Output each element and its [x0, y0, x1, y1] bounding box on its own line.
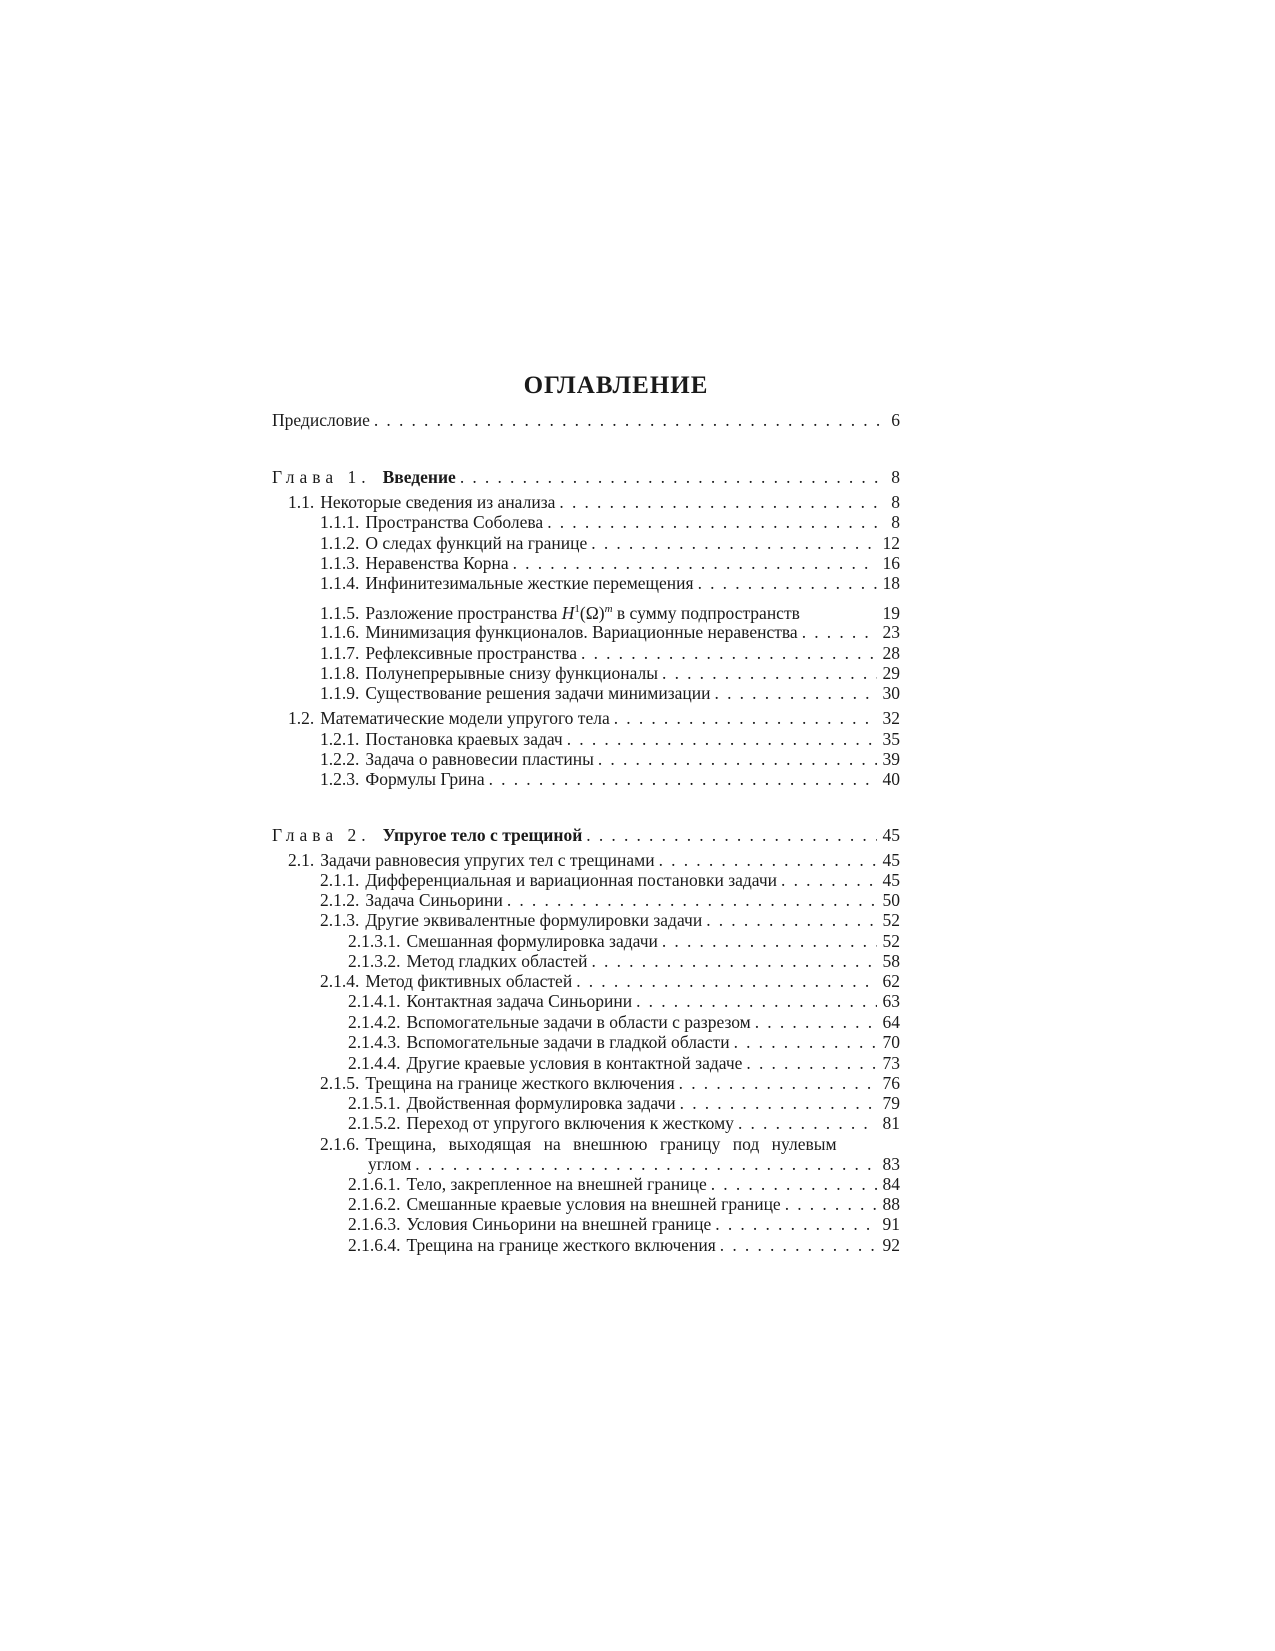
toc-entry-label: Инфинитезимальные жесткие перемещения — [365, 573, 694, 593]
toc-entry-label: Двойственная формулировка задачи — [406, 1093, 676, 1113]
chapter-title: Введение — [382, 467, 456, 487]
toc-entry-number: 2.1.4.4. — [348, 1053, 401, 1073]
toc-entry[interactable] — [348, 1112, 900, 1134]
chapter-title: Упругое тело с трещиной — [382, 825, 583, 845]
toc-entry-label-cont: углом — [368, 1154, 412, 1174]
dot-leader — [746, 1052, 876, 1074]
toc-entry-page: 50 — [882, 890, 900, 910]
toc-entry-number: 1.1.6. — [320, 622, 360, 642]
chapter-word: Глава 2. — [272, 825, 371, 845]
toc-entry-label: Трещина, выходящая на внешнюю границу под нулевым — [365, 1134, 837, 1154]
toc-entry-page: 79 — [882, 1093, 900, 1113]
dot-leader — [559, 491, 885, 513]
toc-entry-continuation[interactable] — [368, 1153, 900, 1175]
dot-leader — [706, 909, 876, 931]
toc-entry-number: 1.1.7. — [320, 643, 360, 663]
dot-leader — [738, 1112, 877, 1134]
toc-entry[interactable] — [320, 532, 900, 554]
dot-leader — [513, 552, 877, 574]
toc-entry-page: 58 — [882, 951, 900, 971]
toc-entry-number: 1.1.4. — [320, 573, 360, 593]
toc-entry-label: Задача Синьорини — [365, 890, 503, 910]
dot-leader — [576, 970, 876, 992]
toc-entry-label: Существование решения задачи минимизации — [365, 683, 711, 703]
toc-entry-number: 2.1. — [288, 850, 315, 870]
dot-leader — [598, 748, 877, 770]
toc-entry[interactable] — [320, 970, 900, 992]
toc-entry[interactable] — [348, 1173, 900, 1195]
toc-entry-page: 64 — [882, 1012, 900, 1032]
toc-entry[interactable] — [348, 1052, 900, 1074]
dot-leader — [698, 572, 877, 594]
toc-entry-label: Дифференциальная и вариационная постановки задачи — [365, 870, 778, 890]
dot-leader — [662, 662, 876, 684]
toc-entry-label: Математические модели упругого тела — [320, 708, 610, 728]
dot-leader — [755, 1011, 877, 1033]
toc-entry-label: Трещина на границе жесткого включения — [365, 1073, 675, 1093]
toc-entry-page: 39 — [882, 749, 900, 769]
toc-entry-page: 12 — [882, 533, 900, 553]
chapter-word: Глава 1. — [272, 467, 371, 487]
dot-leader — [614, 707, 877, 729]
dot-leader — [415, 1153, 876, 1175]
toc-entry-label: Контактная задача Синьорини — [406, 991, 633, 1011]
toc-entry-page: 45 — [882, 870, 900, 890]
toc-entry-number: 1.1.9. — [320, 683, 360, 703]
toc-entry[interactable] — [288, 491, 900, 513]
toc-entry-page: 29 — [882, 663, 900, 683]
toc-entry-number: 2.1.3. — [320, 910, 360, 930]
toc-entry-number: 2.1.6.2. — [348, 1194, 401, 1214]
toc-entry-label: Другие эквивалентные формулировки задачи — [365, 910, 703, 930]
toc-entry-number: 2.1.2. — [320, 890, 360, 910]
toc-entry-number: 1.1.8. — [320, 663, 360, 683]
toc-entry-page: 52 — [882, 910, 900, 930]
toc-entry-number: 1.2.2. — [320, 749, 360, 769]
toc-entry-page: 70 — [882, 1032, 900, 1052]
toc-entry-label: Минимизация функционалов. Вариационные неравенства — [365, 622, 798, 642]
dot-leader — [711, 1173, 877, 1195]
toc-entry-number: 2.1.5.2. — [348, 1113, 401, 1133]
toc-entry-label: Вспомогательные задачи в гладкой области — [406, 1032, 730, 1052]
toc-entry-page: 92 — [882, 1235, 900, 1255]
toc-entry-label: Вспомогательные задачи в области с разрезом — [406, 1012, 751, 1032]
toc-entry-number: 1.1.3. — [320, 553, 360, 573]
toc-entry[interactable] — [348, 930, 900, 952]
toc-entry-page: 62 — [882, 971, 900, 991]
toc-entry[interactable] — [348, 1031, 900, 1053]
toc-entry-page: 45 — [882, 850, 900, 870]
toc-entry-label: Тело, закрепленное на внешней границе — [406, 1174, 707, 1194]
toc-entry-page: 35 — [882, 729, 900, 749]
toc-entry[interactable] — [320, 682, 900, 704]
dot-leader — [802, 621, 877, 643]
dot-leader — [581, 642, 876, 664]
toc-entry-number: 1.1.5. — [320, 602, 360, 623]
toc-entry-page: 8 — [891, 512, 900, 532]
dot-leader — [586, 824, 876, 846]
toc-entry-number: 2.1.3.2. — [348, 951, 401, 971]
dot-leader — [507, 889, 877, 911]
toc-entry-label: Метод гладких областей — [406, 951, 588, 971]
toc-entry[interactable] — [320, 621, 900, 643]
toc-entry-number: 1.2.3. — [320, 769, 360, 789]
toc-entry-page: 45 — [882, 825, 900, 845]
toc-entry[interactable] — [320, 889, 900, 911]
dot-leader — [679, 1072, 877, 1094]
toc-entry-page: 91 — [882, 1214, 900, 1234]
toc-entry[interactable] — [288, 849, 900, 871]
toc-entry-page: 83 — [882, 1154, 900, 1174]
toc-entry-number: 2.1.6.3. — [348, 1214, 401, 1234]
toc-entry-number: 1.1.1. — [320, 512, 360, 532]
toc-entry-label: Постановка краевых задач — [365, 729, 563, 749]
toc-entry-label: Некоторые сведения из анализа — [320, 492, 556, 512]
toc-entry[interactable] — [348, 1234, 900, 1256]
toc-entry-label: Трещина на границе жесткого включения — [406, 1235, 716, 1255]
toc-entry-number: 2.1.1. — [320, 870, 360, 890]
page-title: ОГЛАВЛЕНИЕ — [523, 372, 709, 399]
toc-entry-label: О следах функций на границе — [365, 533, 588, 553]
dot-leader — [592, 950, 877, 972]
dot-leader — [659, 849, 877, 871]
dot-leader — [374, 409, 884, 431]
toc-entry-page: 73 — [882, 1053, 900, 1073]
dot-leader — [715, 1213, 876, 1235]
toc-entry-label: Полунепрерывные снизу функционалы — [365, 663, 659, 683]
toc-entry-page: 84 — [882, 1174, 900, 1194]
toc-entry[interactable] — [320, 748, 900, 770]
toc-entry-label: Пространства Соболева — [365, 512, 544, 532]
dot-leader — [636, 990, 876, 1012]
toc-entry-page: 8 — [891, 467, 900, 487]
toc-entry-number: 2.1.6.4. — [348, 1235, 401, 1255]
toc-entry-number: 2.1.5.1. — [348, 1093, 401, 1113]
toc-entry-page: 6 — [891, 410, 900, 430]
dot-leader — [715, 682, 877, 704]
dot-leader — [460, 466, 885, 488]
toc-entry-label: Условия Синьорини на внешней границе — [406, 1214, 712, 1234]
toc-entry-page: 52 — [882, 931, 900, 951]
toc-entry[interactable] — [320, 552, 900, 574]
toc-entry[interactable] — [320, 511, 900, 533]
toc-entry-page: 19 — [882, 602, 900, 623]
toc-entry-number: 2.1.4.3. — [348, 1032, 401, 1052]
toc-entry-page: 28 — [882, 643, 900, 663]
toc-entry-page: 40 — [882, 769, 900, 789]
toc-chapter-1[interactable] — [272, 466, 900, 488]
toc-entry[interactable] — [348, 1193, 900, 1215]
toc-entry-page: 63 — [882, 991, 900, 1011]
toc-entry-label: Задачи равновесия упругих тел с трещинами — [320, 850, 655, 870]
dot-leader — [680, 1092, 877, 1114]
dot-leader — [785, 1193, 877, 1215]
toc-entry[interactable] — [348, 1011, 900, 1033]
toc-entry[interactable] — [320, 598, 900, 623]
toc-entry[interactable] — [320, 768, 900, 790]
toc-entry-label: Предисловие — [272, 410, 370, 430]
toc-entry[interactable] — [320, 662, 900, 684]
toc-entry-number: 1.2. — [288, 708, 315, 728]
toc-entry-number: 2.1.3.1. — [348, 931, 401, 951]
toc-entry[interactable] — [348, 990, 900, 1012]
dot-leader — [567, 728, 877, 750]
toc-entry-number: 2.1.4. — [320, 971, 360, 991]
toc-entry[interactable] — [320, 909, 900, 931]
toc-entry-number: 2.1.6.1. — [348, 1174, 401, 1194]
dot-leader — [734, 1031, 877, 1053]
toc-entry-label: Метод фиктивных областей — [365, 971, 573, 991]
toc-entry-preface[interactable] — [272, 409, 900, 431]
toc-entry-label: Формулы Грина — [365, 769, 485, 789]
toc-entry-page: 76 — [882, 1073, 900, 1093]
dot-leader — [781, 869, 876, 891]
dot-leader — [662, 930, 877, 952]
toc-entry-number: 1.1. — [288, 492, 315, 512]
dot-leader — [720, 1234, 877, 1256]
dot-leader — [547, 511, 885, 533]
toc-entry-page: 30 — [882, 683, 900, 703]
toc-entry[interactable] — [348, 950, 900, 972]
toc-entry-page: 88 — [882, 1194, 900, 1214]
toc-entry-page: 16 — [882, 553, 900, 573]
toc-entry[interactable] — [288, 707, 900, 729]
toc-entry-number: 1.1.2. — [320, 533, 360, 553]
toc-entry-page: 18 — [882, 573, 900, 593]
toc-entry-label: Неравенства Корна — [365, 553, 509, 573]
toc-entry-multiline[interactable] — [320, 1133, 856, 1155]
toc-entry-label: Задача о равновесии пластины — [365, 749, 594, 769]
dot-leader — [591, 532, 876, 554]
toc-chapter-2[interactable] — [272, 824, 900, 846]
toc-entry[interactable] — [320, 1072, 900, 1094]
toc-entry-number: 1.2.1. — [320, 729, 360, 749]
toc-entry-page: 23 — [882, 622, 900, 642]
toc-entry-label: Смешанные краевые условия на внешней границе — [406, 1194, 781, 1214]
toc-entry[interactable] — [348, 1092, 900, 1114]
toc-entry-number: 2.1.4.2. — [348, 1012, 401, 1032]
toc-entry[interactable] — [320, 728, 900, 750]
toc-entry-label: Другие краевые условия в контактной задаче — [406, 1053, 743, 1073]
toc-entry[interactable] — [320, 642, 900, 664]
toc-entry-label: Переход от упругого включения к жесткому — [406, 1113, 734, 1133]
toc-entry[interactable] — [320, 869, 900, 891]
toc-entry-label: Смешанная формулировка задачи — [406, 931, 658, 951]
toc-entry-page: 8 — [891, 492, 900, 512]
toc-entry-number: 2.1.4.1. — [348, 991, 401, 1011]
toc-entry-number: 2.1.5. — [320, 1073, 360, 1093]
dot-leader — [489, 768, 877, 790]
toc-entry-label: Разложение пространства $H^1(\Omega)^m$ в сумму подпространств — [365, 602, 800, 623]
toc-entry-page: 32 — [882, 708, 900, 728]
toc-entry[interactable] — [348, 1213, 900, 1235]
toc-entry-number: 2.1.6. — [320, 1134, 360, 1154]
toc-entry-page: 81 — [882, 1113, 900, 1133]
toc-entry[interactable] — [320, 572, 900, 594]
toc-entry-label: Рефлексивные пространства — [365, 643, 578, 663]
